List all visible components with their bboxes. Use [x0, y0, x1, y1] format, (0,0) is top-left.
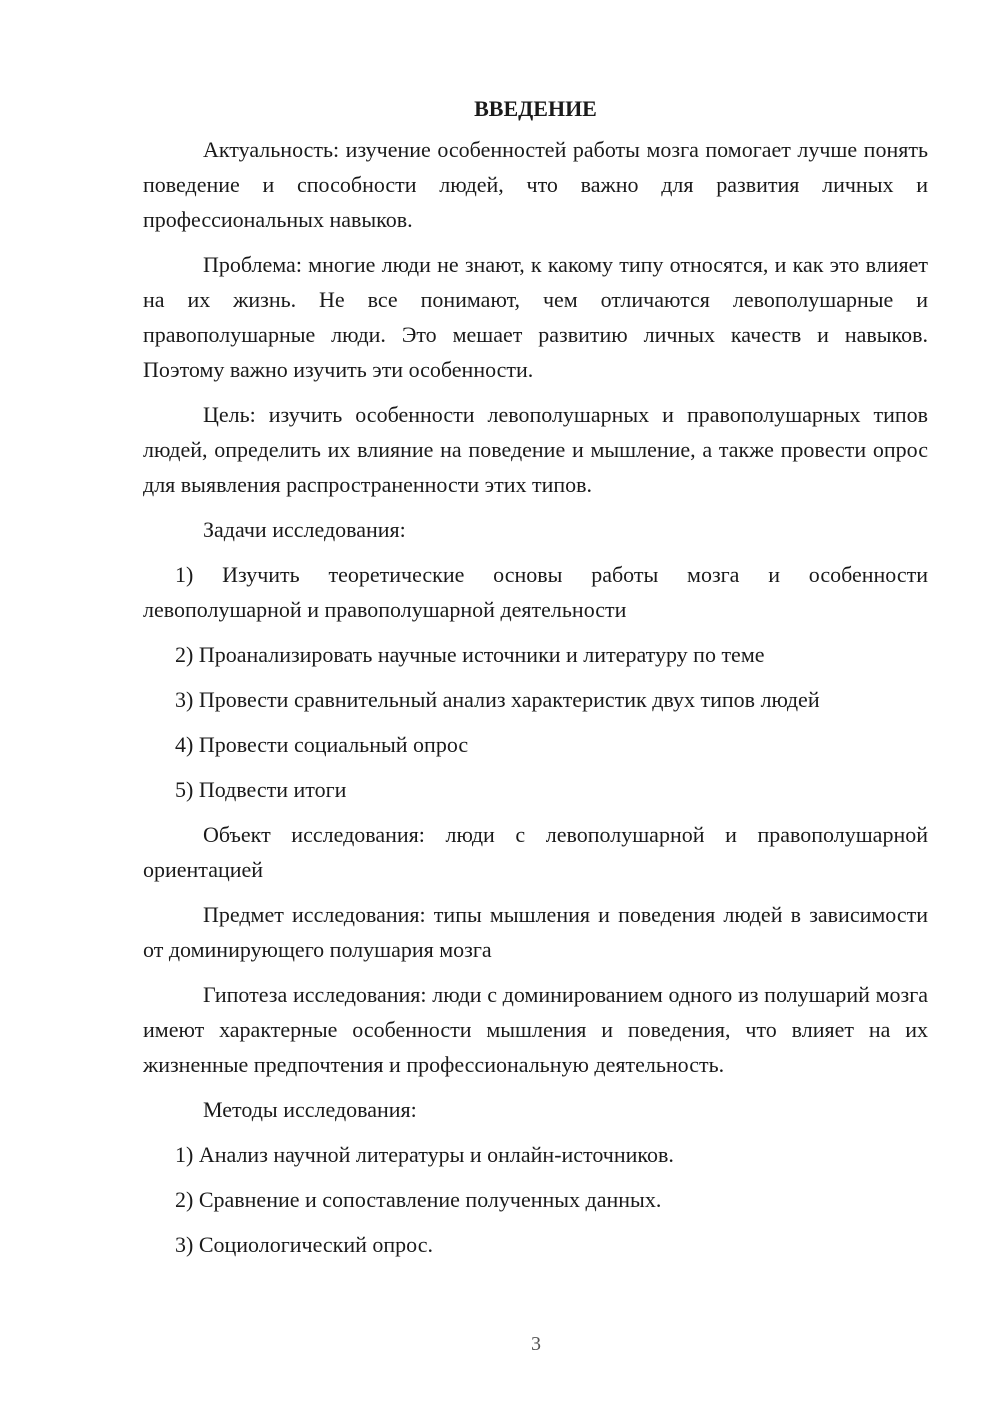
page-number: 3 — [531, 1333, 541, 1355]
goal-paragraph: Цель: изучить особенности левополушарных и правополушарных типов людей, определить их влияние на поведение и мышление, а также провести опрос для выявления распространенности этих типов. — [143, 402, 928, 497]
task-item: 5) Подвести итоги — [175, 777, 347, 802]
methods-heading: Методы исследования: — [203, 1097, 417, 1122]
relevance-paragraph: Актуальность: изучение особенностей работы мозга помогает лучше понять поведение и способности людей, что важно для развития личных и профессиональных навыков. — [143, 137, 928, 232]
object-paragraph: Объект исследования: люди с левополушарной и правополушарной ориентацией — [143, 822, 928, 882]
method-item: 2) Сравнение и сопоставление полученных данных. — [175, 1187, 662, 1212]
section-title: ВВЕДЕНИЕ — [474, 96, 597, 121]
method-item: 3) Социологический опрос. — [175, 1232, 433, 1257]
task-item: 4) Провести социальный опрос — [175, 732, 469, 757]
task-item: 2) Проанализировать научные источники и литературу по теме — [175, 642, 765, 667]
document-page — [143, 92, 928, 1272]
hypothesis-paragraph: Гипотеза исследования: люди с доминированием одного из полушарий мозга имеют характерные особенности мышления и поведения, что влияет на их жизненные предпочтения и профессиональную деятельность. — [143, 982, 928, 1077]
task-item: 1) Изучить теоретические основы работы мозга и особенности левополушарной и правополушарной деятельности — [143, 562, 928, 622]
subject-paragraph: Предмет исследования: типы мышления и поведения людей в зависимости от доминирующего полушария мозга — [143, 902, 928, 962]
method-item: 1) Анализ научной литературы и онлайн-источников. — [175, 1142, 674, 1167]
tasks-heading: Задачи исследования: — [203, 517, 406, 542]
problem-paragraph: Проблема: многие люди не знают, к какому типу относятся, и как это влияет на их жизнь. Не все понимают, чем отличаются левополушарные и правополушарные люди. Это мешает развитию личных качеств и навыков. Поэтому важно изучить эти особенности. — [143, 252, 928, 382]
task-item: 3) Провести сравнительный анализ характеристик двух типов людей — [175, 687, 820, 712]
